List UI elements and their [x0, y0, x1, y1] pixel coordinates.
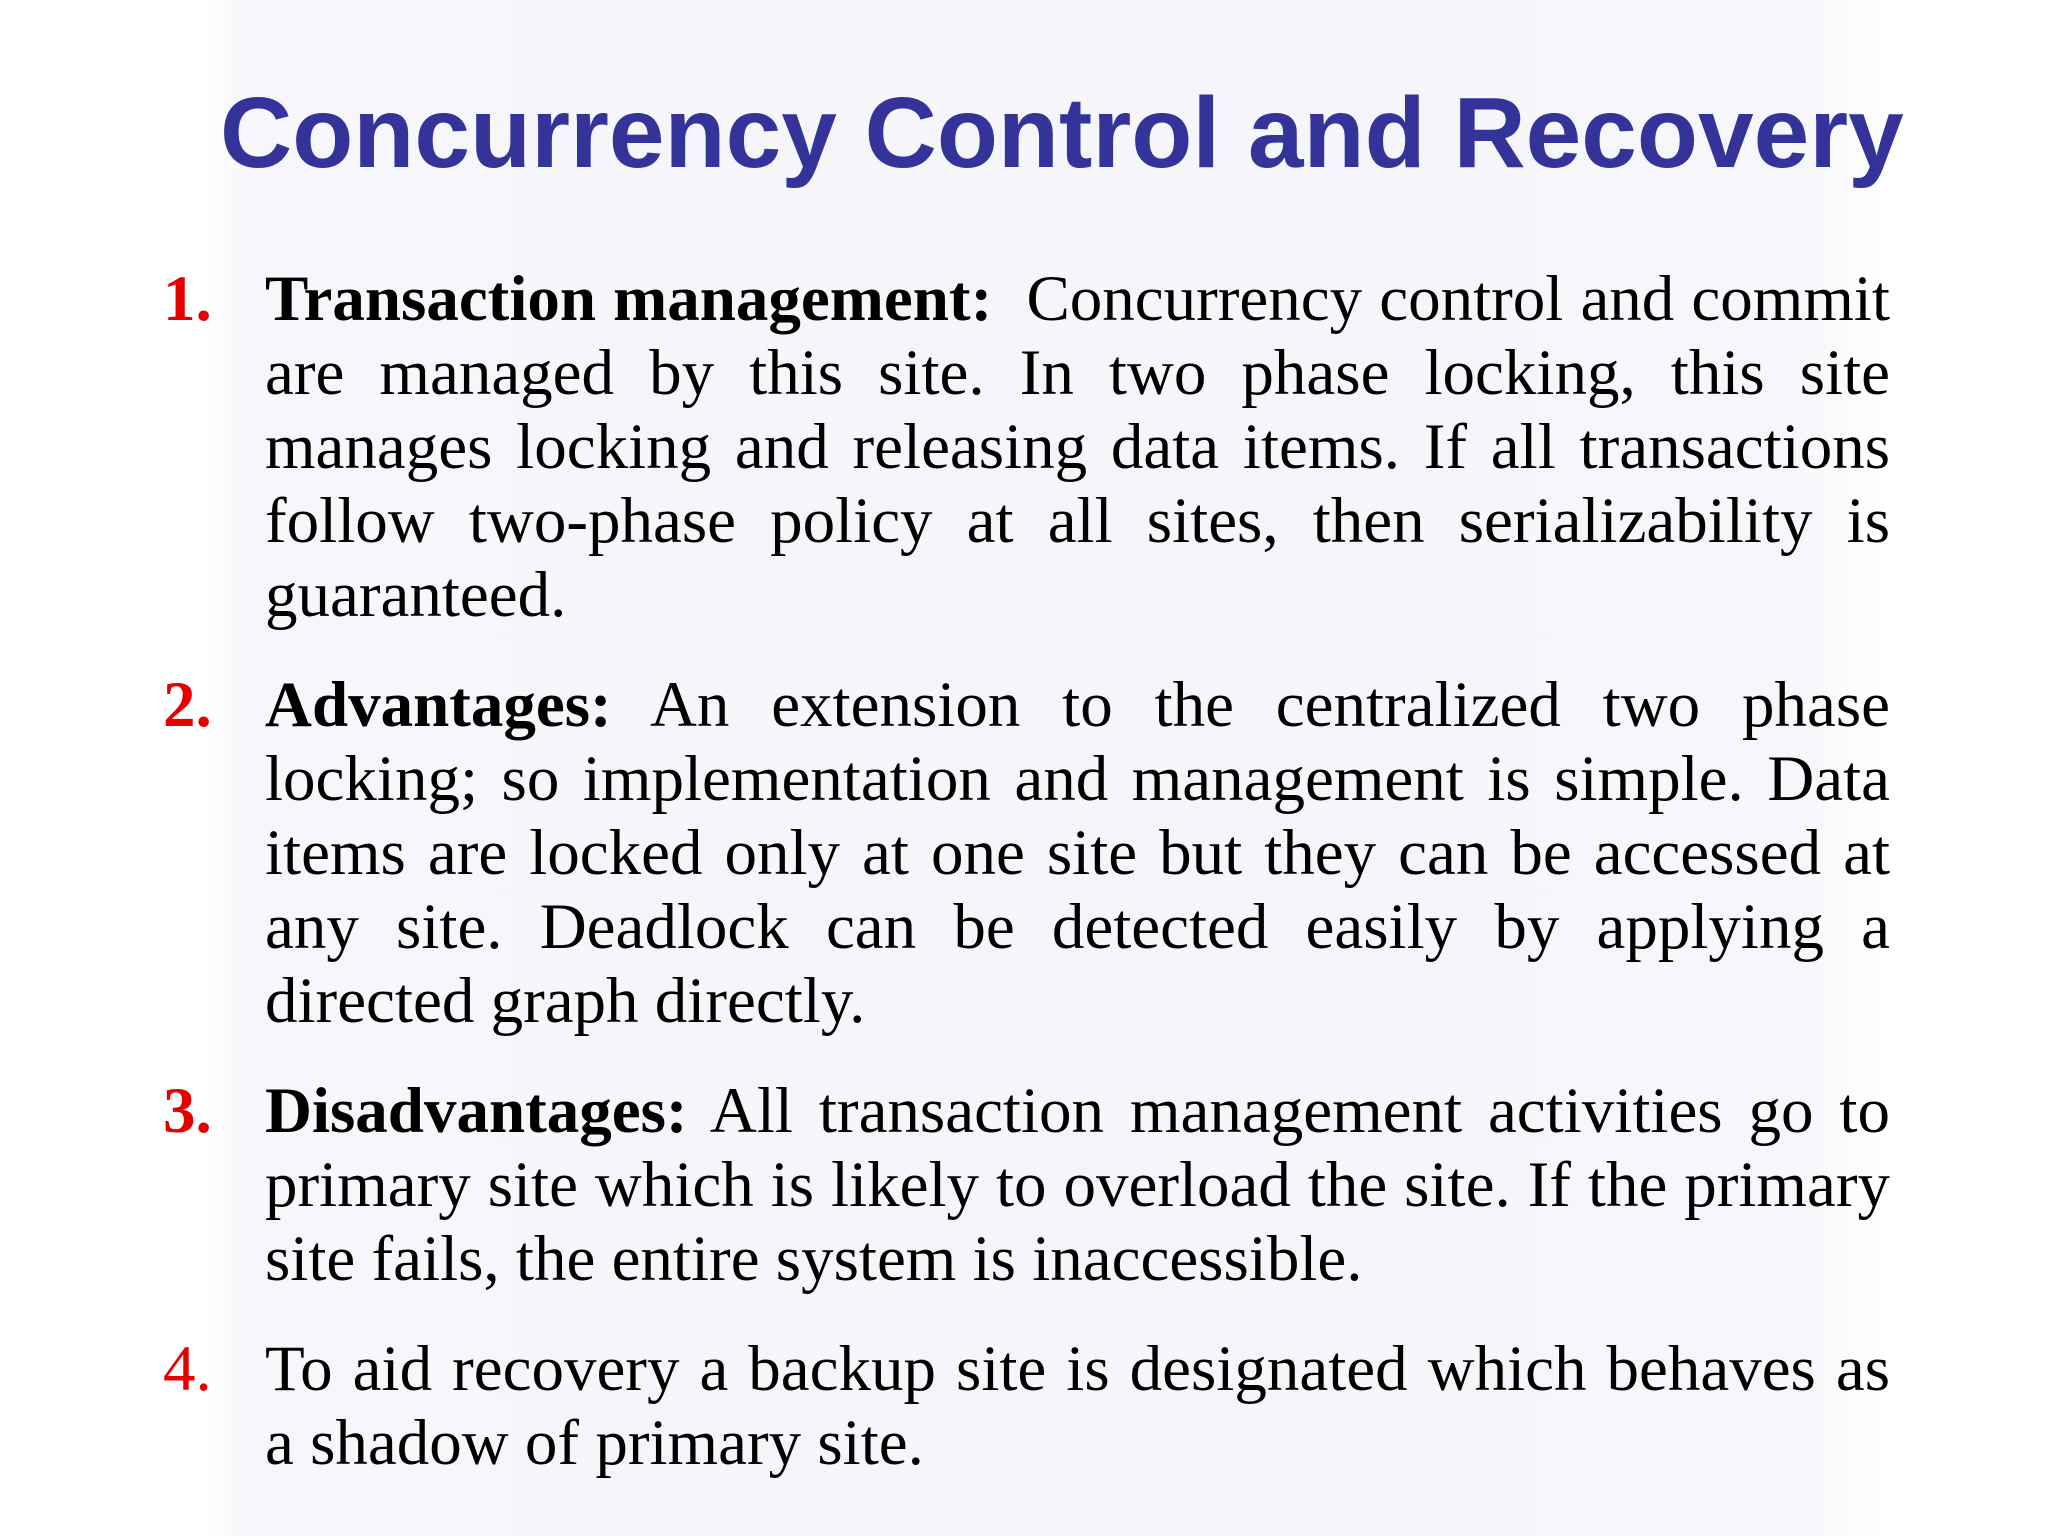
item-text: Concurrency control and commit are managed by this site. In two phase locking, this site manages locking and releasing data items. If all transactions follow two-phase policy at all sites, then serializability is guaranteed.: [265, 263, 1890, 631]
item-number: 2.: [163, 669, 212, 741]
item-text: All transaction management activities go to primary site which is likely to overload the site. If the primary site fails, the entire system is inaccessible.: [265, 1075, 1890, 1295]
list-item-transaction-management: [150, 262, 1890, 632]
list-item-recovery: [150, 1332, 1890, 1480]
item-number: 4.: [163, 1333, 212, 1405]
slide-title: Concurrency Control and Recovery: [220, 77, 1904, 189]
item-text: To aid recovery a backup site is designated which behaves as a shadow of primary site.: [265, 1333, 1890, 1479]
list-item-disadvantages: [150, 1074, 1890, 1296]
item-label: Transaction management:: [265, 263, 993, 335]
item-number: 1.: [163, 263, 212, 335]
item-label: Disadvantages:: [265, 1075, 688, 1147]
numbered-list: [150, 262, 1890, 1516]
item-number: 3.: [163, 1075, 212, 1147]
item-text: An extension to the centralized two phase locking; so implementation and management is simple. Data items are locked only at one site but they can be accessed at any site. Deadlock can be detected easily by applying a directed graph directly.: [265, 669, 1890, 1037]
item-label: Advantages:: [265, 669, 612, 741]
list-item-advantages: [150, 668, 1890, 1038]
